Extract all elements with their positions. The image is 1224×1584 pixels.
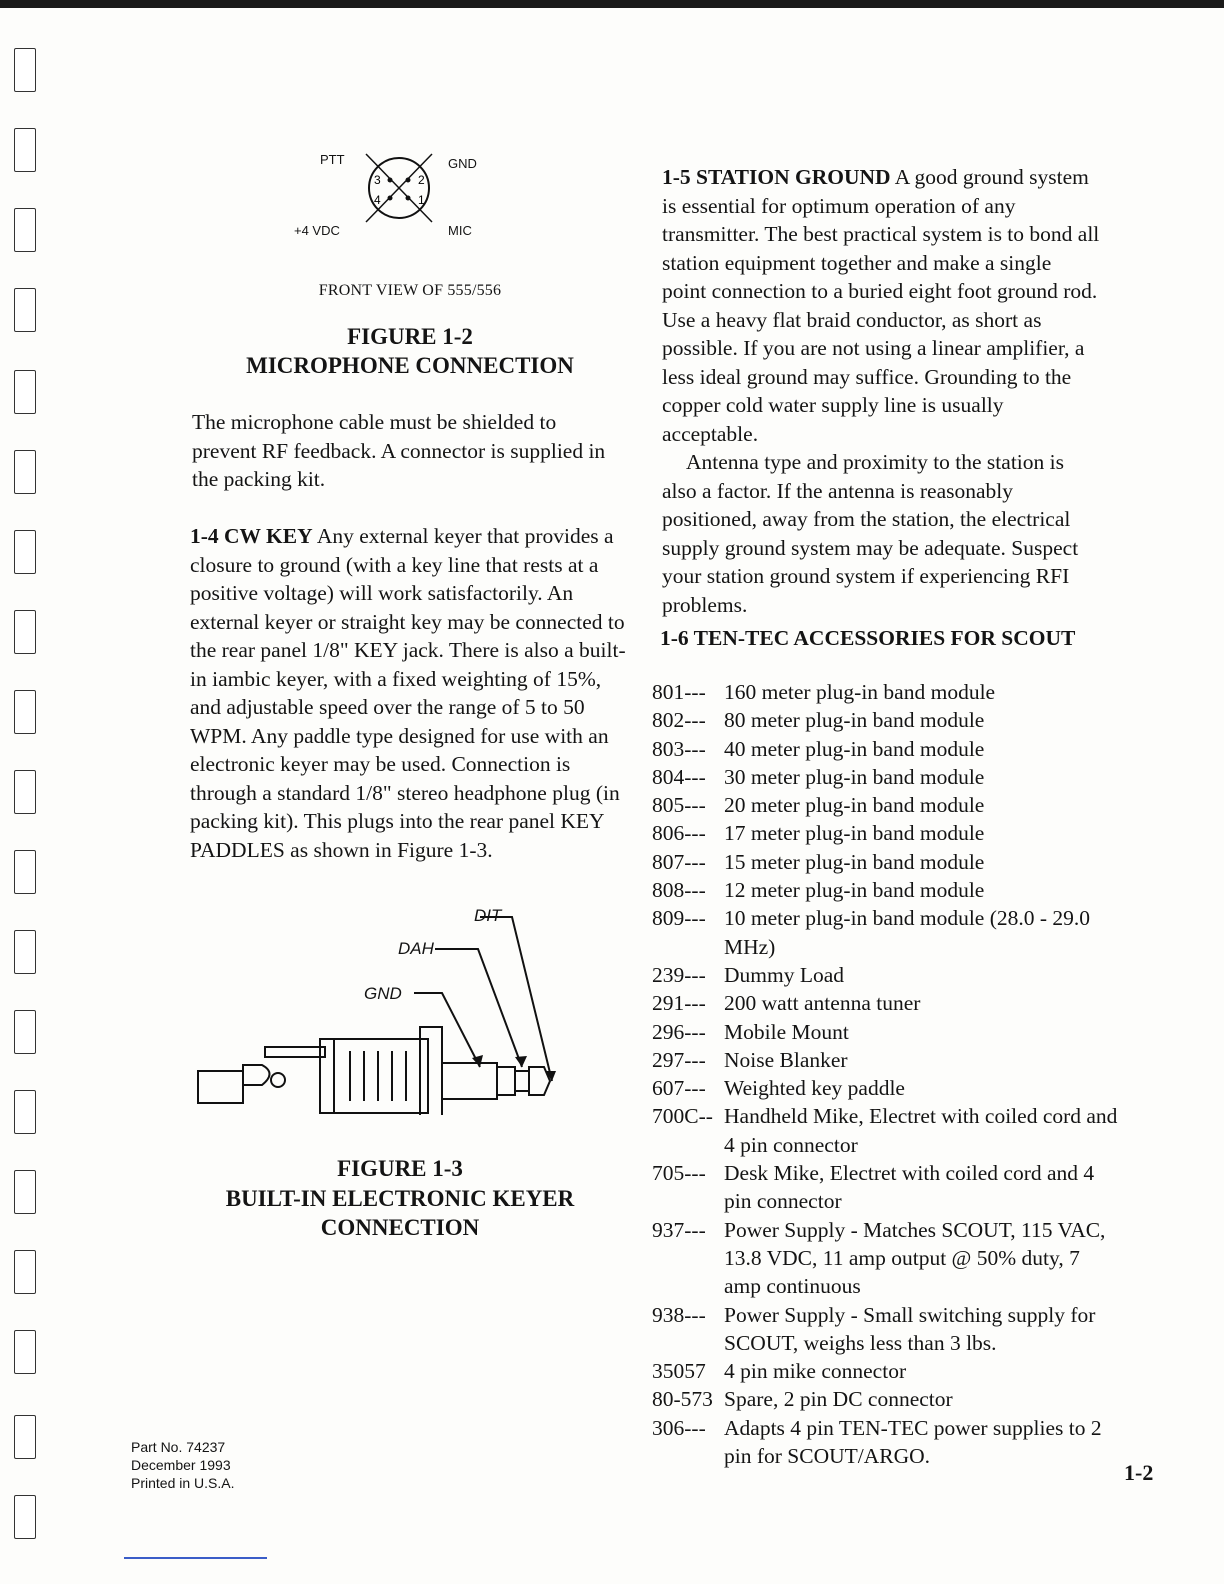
ptt-label: PTT: [320, 152, 345, 167]
stereo-plug-diagram: [190, 905, 610, 1115]
binder-hole: [14, 930, 36, 974]
page-top-edge: [0, 0, 1224, 8]
accessory-description: 30 meter plug-in band module: [724, 764, 985, 789]
accessory-number: 809---: [652, 906, 706, 931]
accessory-item: [652, 1301, 1122, 1358]
accessory-item: [652, 961, 1122, 989]
plug-insulator: [515, 1071, 529, 1091]
accessory-number: 807---: [652, 849, 706, 874]
bottom-rule: [124, 1557, 267, 1559]
plug-ring-tab: [243, 1065, 270, 1103]
accessory-number: 35057: [652, 1359, 706, 1384]
accessory-number: 291---: [652, 991, 706, 1016]
accessory-item: [652, 1074, 1122, 1102]
accessory-number: 607---: [652, 1076, 706, 1101]
binder-hole: [14, 450, 36, 494]
page-number: 1-2: [1124, 1460, 1154, 1485]
accessory-description: Adapts 4 pin TEN-TEC power supplies to 2 pin for SCOUT/ARGO.: [724, 1415, 1102, 1469]
figure-1-2-subtitle: MICROPHONE CONNECTION: [246, 353, 574, 378]
binder-hole: [14, 1415, 36, 1459]
accessory-number: 804---: [652, 764, 706, 789]
figure-1-3-title: FIGURE 1-3: [337, 1156, 463, 1181]
accessory-item: [652, 1046, 1122, 1074]
binder-hole: [14, 530, 36, 574]
accessory-description: 15 meter plug-in band module: [724, 849, 985, 874]
accessory-description: Spare, 2 pin DC connector: [724, 1387, 953, 1412]
accessory-item: [652, 1216, 1122, 1301]
accessory-description: Dummy Load: [724, 962, 845, 987]
accessory-description: 4 pin mike connector: [724, 1359, 907, 1384]
accessory-number: 306---: [652, 1415, 706, 1440]
accessory-description: 10 meter plug-in band module (28.0 - 29.0 MHz): [724, 906, 1091, 959]
plug-shaft: [442, 1063, 497, 1099]
binder-hole: [14, 850, 36, 894]
mic-paragraph: The microphone cable must be shielded to prevent RF feedback. A connector is supplied in the packing kit.: [192, 410, 606, 491]
gnd-label: GND: [364, 984, 402, 1003]
pin-dot: [388, 178, 393, 183]
accessory-item: [652, 1102, 1122, 1159]
accessory-item: [652, 819, 1122, 847]
accessory-item: [652, 876, 1122, 904]
accessory-item: [652, 989, 1122, 1017]
accessory-number: 808---: [652, 878, 706, 903]
station-ground-para-1: [662, 163, 1100, 448]
accessory-item: [652, 763, 1122, 791]
footer: [131, 1438, 235, 1492]
figure-1-3-subtitle-2: CONNECTION: [320, 1215, 480, 1240]
binder-hole: [14, 610, 36, 654]
accessory-description: 20 meter plug-in band module: [724, 793, 985, 818]
accessory-number: 297---: [652, 1047, 706, 1072]
accessory-number: 239---: [652, 962, 706, 987]
station-ground-para-2: Antenna type and proximity to the station is also a factor. If the antenna is reasonably positioned, away from the station, the electrical supply ground system may be adequate. Suspect your station ground system if experiencing RFI problems.: [662, 450, 1079, 617]
binder-hole: [14, 1010, 36, 1054]
accessory-number: 801---: [652, 680, 706, 704]
mic-label: MIC: [448, 223, 472, 238]
vdc-label: +4 VDC: [294, 223, 340, 238]
station-ground-section: [662, 163, 1100, 619]
cw-key-heading: 1-4 CW KEY: [190, 524, 313, 548]
pin-dot: [388, 196, 393, 201]
binder-hole: [14, 690, 36, 734]
pin-dot: [406, 196, 411, 201]
accessory-number: 80-573: [652, 1387, 713, 1412]
plug-sleeve: [320, 1039, 428, 1113]
binder-holes: [14, 40, 54, 1560]
figure-1-3-subtitle-1: BUILT-IN ELECTRONIC KEYER: [225, 1186, 575, 1211]
accessory-item: [652, 848, 1122, 876]
accessory-description: 12 meter plug-in band module: [724, 878, 985, 903]
binder-hole: [14, 128, 36, 172]
dit-arrow: [545, 1071, 556, 1081]
accessory-description: Power Supply - Matches SCOUT, 115 VAC, 13.8 VDC, 11 amp output @ 50% duty, 7 amp continuous: [724, 1217, 1106, 1299]
mic-connector-diagram: [360, 148, 450, 238]
accessory-description: Noise Blanker: [724, 1047, 848, 1072]
plug-ring: [497, 1067, 515, 1095]
dah-label: DAH: [398, 939, 434, 958]
dit-leader: [480, 917, 552, 1081]
accessory-description: 40 meter plug-in band module: [724, 736, 985, 761]
binder-hole: [14, 288, 36, 332]
accessory-number: 805---: [652, 793, 706, 818]
gnd-leader: [414, 993, 480, 1067]
cw-key-text: Any external keyer that provides a closure to ground (with a key line that rests at a positive voltage) will work satisfactorily. An external keyer or straight key may be connected to the rear panel 1/8" KEY jack. There is also a built-in iambic keyer, with a fixed weighting of 15%, and adjustable speed over the range of 5 to 50 WPM. Any paddle type designed for use with an electronic keyer may be used. Connection is through a standard 1/8" stereo headphone plug (in packing kit). This plugs into the rear panel KEY PADDLES as shown in Figure 1-3.: [190, 524, 626, 862]
cw-key-section: [190, 522, 626, 864]
pin-dot: [406, 178, 411, 183]
accessory-number: 802---: [652, 708, 706, 733]
binder-hole: [14, 1170, 36, 1214]
pin-number: 1: [418, 193, 425, 207]
plug-collar: [420, 1027, 442, 1115]
accessory-number: 938---: [652, 1302, 706, 1327]
binder-hole: [14, 1250, 36, 1294]
accessory-number: 806---: [652, 821, 706, 846]
binder-hole: [14, 1495, 36, 1539]
part-number: Part No. 74237: [131, 1439, 226, 1455]
figure-1-2-caption: FRONT VIEW OF 555/556: [318, 282, 502, 299]
station-ground-heading: 1-5 STATION GROUND: [662, 165, 891, 189]
pin-number: 2: [418, 173, 425, 187]
pin-number: 3: [374, 173, 381, 187]
dit-label: DIT: [474, 906, 502, 925]
accessory-item: [652, 706, 1122, 734]
binder-hole: [14, 370, 36, 414]
binder-hole: [14, 770, 36, 814]
accessories-list: [652, 678, 1122, 1470]
printed-in: Printed in U.S.A.: [131, 1475, 235, 1491]
accessory-description: Weighted key paddle: [724, 1076, 905, 1101]
accessory-description: Handheld Mike, Electret with coiled cord and 4 pin connector: [724, 1104, 1118, 1157]
binder-hole: [14, 1090, 36, 1134]
accessory-item: [652, 791, 1122, 819]
dah-leader: [435, 949, 522, 1067]
accessory-number: 700C--: [652, 1104, 713, 1129]
binder-hole: [14, 1330, 36, 1374]
figure-1-2-title: FIGURE 1-2: [347, 324, 473, 349]
accessory-description: Mobile Mount: [724, 1019, 849, 1044]
accessory-item: [652, 1414, 1122, 1471]
accessory-description: Desk Mike, Electret with coiled cord and 4 pin connector: [724, 1161, 1095, 1214]
binder-hole: [14, 48, 36, 92]
accessory-item: [652, 904, 1122, 961]
plug-cable: [198, 1071, 243, 1103]
dah-arrow: [515, 1056, 527, 1067]
accessory-item: [652, 735, 1122, 763]
accessory-item: [652, 1018, 1122, 1046]
station-ground-text-1: A good ground system is essential for optimum operation of any transmitter. The best practical system is to bond all station equipment together and make a single point connection to a buried eight foot ground rod. Use a heavy flat braid conductor, as short as possible. If you are not using a linear amplifier, a less ideal ground may suffice. Grounding to the copper cold water supply line is usually acceptable.: [662, 165, 1100, 446]
accessory-item: [652, 1357, 1122, 1385]
accessory-description: Power Supply - Small switching supply for SCOUT, weighs less than 3 lbs.: [724, 1302, 1096, 1355]
gnd-label: GND: [448, 156, 477, 171]
accessory-number: 705---: [652, 1161, 706, 1186]
accessory-number: 803---: [652, 736, 706, 761]
accessory-item: [652, 678, 1122, 706]
accessory-number: 937---: [652, 1217, 706, 1242]
accessory-description: 200 watt antenna tuner: [724, 991, 921, 1016]
accessory-description: 17 meter plug-in band module: [724, 821, 985, 846]
accessories-heading: 1-6 TEN-TEC ACCESSORIES FOR SCOUT: [660, 626, 1076, 650]
accessory-item: [652, 1159, 1122, 1216]
plug-ring-hole: [271, 1073, 285, 1087]
accessory-item: [652, 1385, 1122, 1413]
binder-hole: [14, 208, 36, 252]
print-date: December 1993: [131, 1457, 231, 1473]
accessory-number: 296---: [652, 1019, 706, 1044]
accessory-description: 80 meter plug-in band module: [724, 708, 985, 733]
plug-lip: [265, 1047, 325, 1057]
accessory-description: 160 meter plug-in band module: [724, 680, 996, 704]
pin-number: 4: [374, 193, 381, 207]
